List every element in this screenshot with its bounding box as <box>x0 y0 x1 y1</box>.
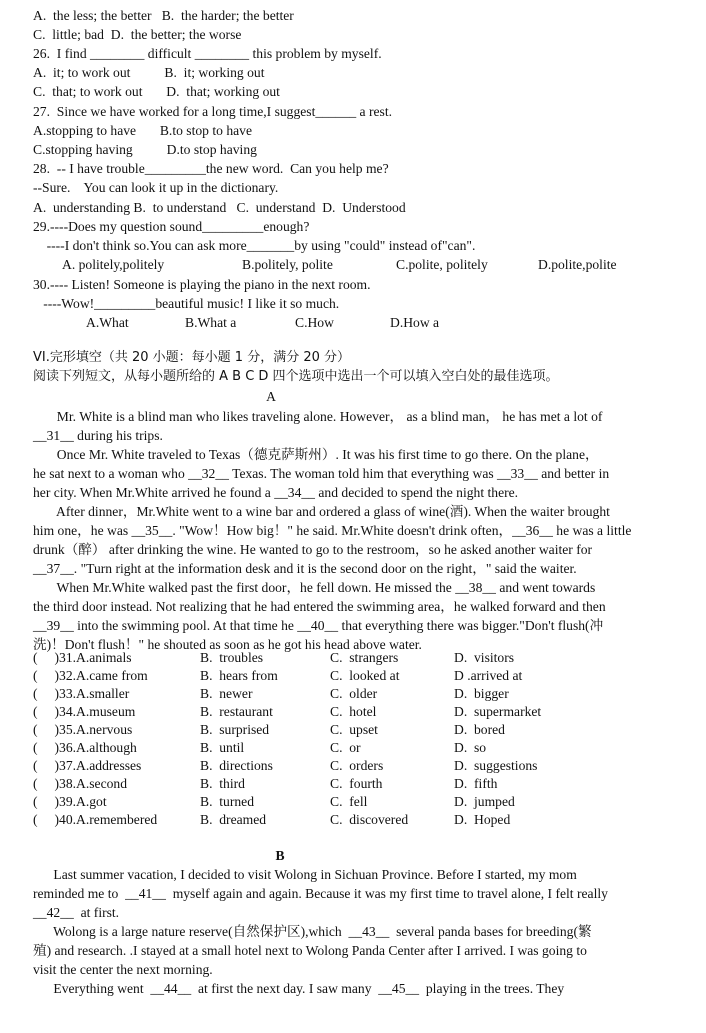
q29-reply: ----I don't think so.You can ask more_______by using "could" instead of"can". <box>33 238 476 253</box>
choice-38-c: C. fourth <box>330 776 383 791</box>
choice-38-d: D. fifth <box>454 776 498 791</box>
choice-40-b: B. dreamed <box>200 812 267 827</box>
choice-37-a: ( )37.A.addresses <box>33 758 142 773</box>
q29-option-b: B.politely, polite <box>242 257 333 272</box>
choice-32-a: ( )32.A.came from <box>33 668 148 683</box>
choice-33-d: D. bigger <box>454 686 509 701</box>
passage-a-line: Mr. White is a blind man who likes traveling alone. However， as a blind man， he has met a lot of <box>33 409 603 424</box>
q29-option-c: C.polite, politely <box>396 257 488 272</box>
choice-40-d: D. Hoped <box>454 812 511 827</box>
choice-40-a: ( )40.A.remembered <box>33 812 158 827</box>
q25-options-cd: C. little; bad D. the better; the worse <box>33 27 242 42</box>
passage-b-label: B <box>275 848 285 863</box>
passage-b-line: __42__ at first. <box>33 905 120 920</box>
choice-34-b: B. restaurant <box>200 704 273 719</box>
passage-a-line: __31__ during his trips. <box>33 428 163 443</box>
choice-36-c: C. or <box>330 740 361 755</box>
choice-35-c: C. upset <box>330 722 378 737</box>
passage-b-line: Last summer vacation, I decided to visit Wolong in Sichuan Province. Before I started, my mom <box>33 867 577 882</box>
passage-a-line: When Mr.White walked past the first door，he fell down. He missed the __38__ and went towards <box>33 580 596 595</box>
passage-b-line: visit the center the next morning. <box>33 962 213 977</box>
choice-36-b: B. until <box>200 740 245 755</box>
passage-a-line: he sat next to a woman who __32__ Texas. The woman told him that everything was __33__ and better in <box>33 466 610 481</box>
q28-options: A. understanding B. to understand C. understand D. Understood <box>33 200 406 215</box>
choice-38-a: ( )38.A.second <box>33 776 128 791</box>
q28-reply: --Sure. You can look it up in the dictionary. <box>33 180 279 195</box>
choice-37-d: D. suggestions <box>454 758 538 773</box>
choice-33-b: B. newer <box>200 686 253 701</box>
choice-36-a: ( )36.A.although <box>33 740 137 755</box>
q30-option-d: D.How a <box>390 315 440 330</box>
q29-stem: 29.----Does my question sound_________enough? <box>33 219 310 234</box>
section-title: VI.完形填空（共 20 小题：每小题 1 分，满分 20 分） <box>33 350 351 365</box>
passage-a-line: drunk（醉） after drinking the wine. He wanted to go to the restroom，so he asked another waiter for <box>33 542 593 557</box>
q27-options-cd: C.stopping having D.to stop having <box>33 142 257 157</box>
q27-options-ab: A.stopping to have B.to stop to have <box>33 123 252 138</box>
passage-a-line: 洗)！Don't flush！" he shouted as soon as he got his head above water. <box>33 637 422 652</box>
choice-34-c: C. hotel <box>330 704 377 719</box>
choice-32-b: B. hears from <box>200 668 278 683</box>
passage-a-line: her city. When Mr.White arrived he found a __34__ and decided to spend the night there. <box>33 485 519 500</box>
choice-33-a: ( )33.A.smaller <box>33 686 130 701</box>
passage-b-line: reminded me to __41__ myself again and again. Because it was my first time to travel alone, I felt really <box>33 886 608 901</box>
choice-39-a: ( )39.A.got <box>33 794 107 809</box>
section-instructions: 阅读下列短文，从每小题所给的 A B C D 四个选项中选出一个可以填入空白处的最佳选项。 <box>33 369 559 384</box>
passage-a-line: __37__. "Turn right at the information desk and it is the second door on the right，" said the waiter. <box>33 561 577 576</box>
q30-reply: ----Wow!_________beautiful music! I like it so much. <box>33 296 340 311</box>
choice-37-b: B. directions <box>200 758 273 773</box>
passage-b-line: Wolong is a large nature reserve(自然保护区),which __43__ several panda bases for breeding(繁 <box>33 924 592 939</box>
choice-32-d: D .arrived at <box>454 668 523 683</box>
choice-37-c: C. orders <box>330 758 384 773</box>
choice-31-a: ( )31.A.animals <box>33 650 132 665</box>
choice-35-d: D. bored <box>454 722 505 737</box>
q26-options-ab: A. it; to work out B. it; working out <box>33 65 265 80</box>
choice-32-c: C. looked at <box>330 668 400 683</box>
passage-b-line: 殖) and research. .I stayed at a small hotel next to Wolong Panda Center after I arrived. I was going to <box>33 943 587 958</box>
choice-31-b: B. troubles <box>200 650 264 665</box>
passage-a-line: Once Mr. White traveled to Texas（德克萨斯州）. It was his first time to go there. On the plane， <box>33 447 599 462</box>
q25-options-ab: A. the less; the better B. the harder; the better <box>33 8 294 23</box>
choice-39-c: C. fell <box>330 794 368 809</box>
passage-a-line: __39__ into the swimming pool. At that time he __40__ that everything there was bigger."Don't flush(冲 <box>33 618 604 633</box>
q28-stem: 28. -- I have trouble_________the new word. Can you help me? <box>33 161 389 176</box>
passage-a-line: him one，he was __35__. "Wow！How big！" he said. Mr.White doesn't drink often，__36__ he was a little <box>33 523 632 538</box>
q26-options-cd: C. that; to work out D. that; working out <box>33 84 280 99</box>
choice-39-b: B. turned <box>200 794 254 809</box>
q26-stem: 26. I find ________ difficult ________ this problem by myself. <box>33 46 382 61</box>
q30-option-b: B.What a <box>185 315 237 330</box>
choice-35-a: ( )35.A.nervous <box>33 722 133 737</box>
choice-35-b: B. surprised <box>200 722 270 737</box>
choice-38-b: B. third <box>200 776 245 791</box>
choice-34-a: ( )34.A.museum <box>33 704 136 719</box>
q30-option-a: A.What <box>86 315 129 330</box>
q29-option-d: D.polite,polite <box>538 257 617 272</box>
q30-stem: 30.---- Listen! Someone is playing the piano in the next room. <box>33 277 371 292</box>
choice-33-c: C. older <box>330 686 378 701</box>
passage-a-line: After dinner，Mr.White went to a wine bar and ordered a glass of wine(酒). When the waiter brought <box>33 504 610 519</box>
choice-36-d: D. so <box>454 740 487 755</box>
choice-34-d: D. supermarket <box>454 704 542 719</box>
q29-option-a: A. politely,politely <box>62 257 165 272</box>
choice-39-d: D. jumped <box>454 794 515 809</box>
passage-b-line: Everything went __44__ at first the next day. I saw many __45__ playing in the trees. They <box>33 981 565 996</box>
q30-option-c: C.How <box>295 315 334 330</box>
q27-stem: 27. Since we have worked for a long time,I suggest______ a rest. <box>33 104 393 119</box>
choice-40-c: C. discovered <box>330 812 409 827</box>
choice-31-d: D. visitors <box>454 650 515 665</box>
choice-31-c: C. strangers <box>330 650 399 665</box>
passage-a-line: the third door instead. Not realizing that he had entered the swimming area，he walked forward and then <box>33 599 606 614</box>
passage-a-label: A <box>266 389 276 404</box>
